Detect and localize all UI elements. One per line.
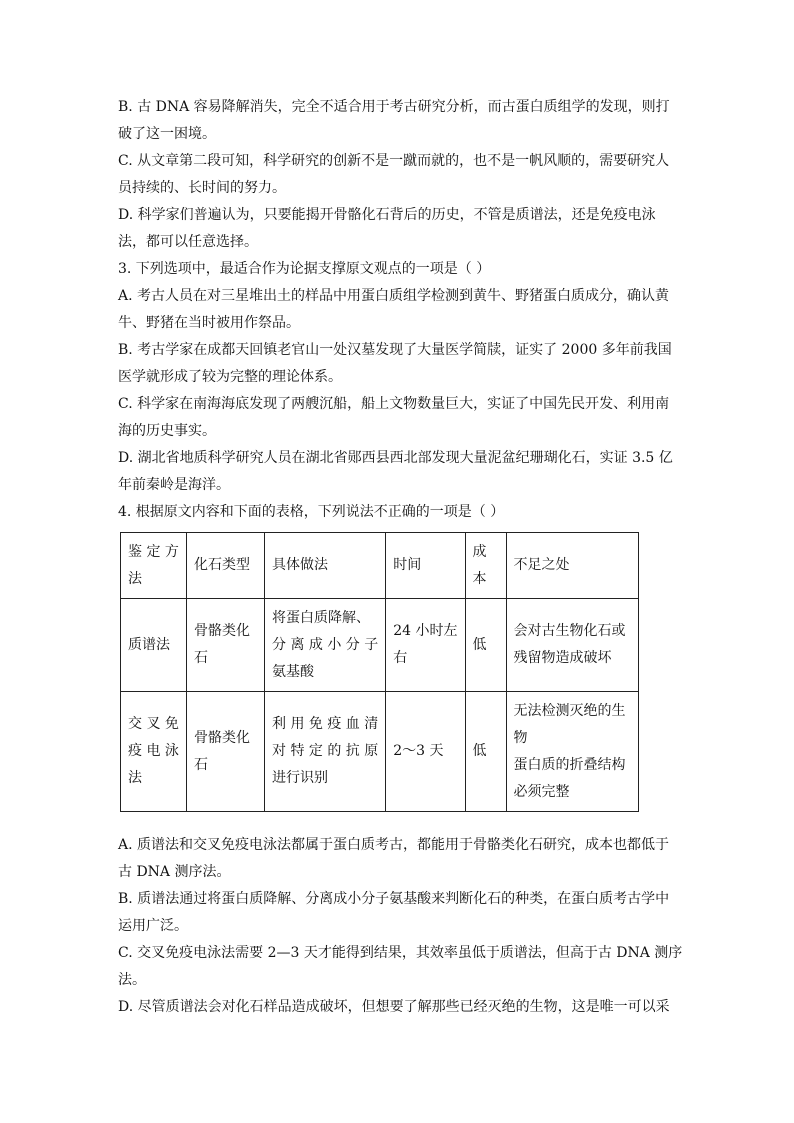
text-line: 无法检测灭绝的生 (513, 702, 626, 719)
paragraph (118, 886, 674, 940)
text-line: 进行识别 (272, 770, 328, 786)
text-line: B. 质谱法通过将蛋白质降解、分离成小分子氨基酸来判断化石的种类，在蛋白质考古学中 (118, 891, 670, 907)
paragraph (118, 391, 674, 445)
table-cell (386, 533, 465, 599)
table-cell (386, 692, 465, 812)
text-line: 法。 (118, 972, 146, 988)
text-line: 成 (472, 543, 487, 560)
text-line: D. 科学家们普遍认为，只要能揭开骨骼化石背后的历史，不管是质谱法，还是免疫电泳 (118, 207, 656, 223)
text-line: 鉴 定 方 (128, 543, 179, 560)
paragraph (118, 832, 674, 886)
comparison-table (120, 532, 639, 812)
text-line: 会对古生物化石或 (513, 623, 626, 639)
text-line: C. 交叉免疫电泳法需要 2—3 天才能得到结果，其效率虽低于质谱法，但高于古 DNA 测序 (118, 945, 683, 961)
table-cell (506, 692, 638, 812)
table-cell (265, 533, 386, 599)
text-line: 低 (472, 743, 487, 759)
table-cell (121, 692, 187, 812)
text-line: 破了这一困境。 (118, 126, 216, 142)
text-line: B. 古 DNA 容易降解消失，完全不适合用于考古研究分析，而古蛋白质组学的发现，则打 (118, 99, 670, 115)
text-line: 必须完整 (513, 783, 570, 800)
table-cell (121, 599, 187, 692)
text-line: 疫 电 泳 (128, 743, 179, 759)
text-line: 24 小时左 (393, 623, 458, 639)
table-cell (465, 692, 506, 812)
text-line: C. 从文章第二段可知，科学研究的创新不是一蹴而就的，也不是一帆风顺的，需要研究人 (118, 153, 670, 169)
paragraph (118, 499, 674, 526)
text-line: 3. 下列选项中，最适合作为论据支撑原文观点的一项是（ ） (118, 261, 491, 277)
text-line: 员持续的、长时间的努力。 (118, 180, 286, 196)
table-cell (187, 533, 265, 599)
text-line: 牛、野猪在当时被用作祭品。 (118, 315, 300, 331)
paragraph (118, 337, 674, 391)
text-line: 4. 根据原文内容和下面的表格，下列说法不正确的一项是（ ） (118, 504, 505, 520)
text-line: 残留物造成破坏 (513, 650, 612, 666)
table-header-row (121, 533, 639, 599)
table-cell (265, 599, 386, 692)
table-row (121, 692, 639, 812)
text-line: D. 尽管质谱法会对化石样品造成破坏，但想要了解那些已经灭绝的生物，这是唯一可以采 (118, 999, 670, 1015)
text-line: D. 湖北省地质科学研究人员在湖北省郧西县西北部发现大量泥盆纪珊瑚化石，实证 3.5 亿 (118, 450, 673, 466)
table-cell (121, 533, 187, 599)
text-line: 对 特 定 的 抗 原 (272, 743, 379, 759)
text-line: 海的历史事实。 (118, 423, 216, 439)
table-cell (386, 599, 465, 692)
text-line: 医学就形成了较为完整的理论体系。 (118, 369, 342, 385)
text-line: 利 用 免 疫 血 清 (272, 716, 379, 732)
table-cell (506, 533, 638, 599)
text-line: 法 (128, 770, 142, 786)
text-line: 质谱法 (128, 636, 170, 653)
table-cell (465, 533, 506, 599)
text-line: 交 叉 免 (128, 716, 179, 732)
paragraph (118, 256, 674, 283)
table-cell (465, 599, 506, 692)
text-line: 低 (472, 636, 487, 653)
text-line: 运用广泛。 (118, 918, 188, 934)
text-line: C. 科学家在南海海底发现了两艘沉船，船上文物数量巨大，实证了中国先民开发、利用南 (118, 396, 670, 412)
text-line: 时间 (393, 557, 422, 573)
text-line: 本 (472, 570, 487, 587)
text-line: A. 考古人员在对三星堆出土的样品中用蛋白质组学检测到黄牛、野猪蛋白质成分，确认黄 (118, 288, 670, 304)
paragraph (118, 940, 683, 994)
text-line: 右 (393, 650, 408, 666)
text-line: 法，都可以任意选择。 (118, 234, 258, 250)
paragraph (118, 94, 674, 148)
paragraph (118, 148, 674, 202)
table-cell (187, 599, 265, 692)
text-line: 石 (194, 756, 208, 773)
text-line: 2～3 天 (393, 743, 444, 759)
text-line: 氨基酸 (272, 663, 314, 680)
paragraph (118, 283, 674, 337)
text-line: 分 离 成 小 分 子 (272, 636, 379, 653)
text-line: 法 (128, 570, 142, 587)
text-line: 具体做法 (272, 557, 328, 573)
table-cell (265, 692, 386, 812)
table-row (121, 599, 639, 692)
text-line: 年前秦岭是海洋。 (118, 477, 230, 493)
paragraph (118, 994, 674, 1021)
text-line: 将蛋白质降解、 (272, 609, 370, 626)
text-line: 骨骼类化 (194, 623, 250, 639)
text-line: B. 考古学家在成都天回镇老官山一处汉墓发现了大量医学简牍，证实了 2000 多年前我国 (118, 342, 672, 358)
text-line: 骨骼类化 (194, 729, 250, 746)
paragraph (118, 445, 674, 499)
text-line: 化石类型 (194, 557, 250, 573)
text-line: 石 (194, 650, 208, 666)
text-line: A. 质谱法和交叉免疫电泳法都属于蛋白质考古，都能用于骨骼类化石研究，成本也都低于 (118, 837, 670, 853)
text-line: 古 DNA 测序法。 (118, 864, 231, 880)
text-line: 蛋白质的折叠结构 (513, 756, 626, 773)
table-cell (187, 692, 265, 812)
text-line: 不足之处 (513, 557, 570, 573)
paragraph (118, 202, 674, 256)
text-line: 物 (513, 729, 528, 746)
table-cell (506, 599, 638, 692)
